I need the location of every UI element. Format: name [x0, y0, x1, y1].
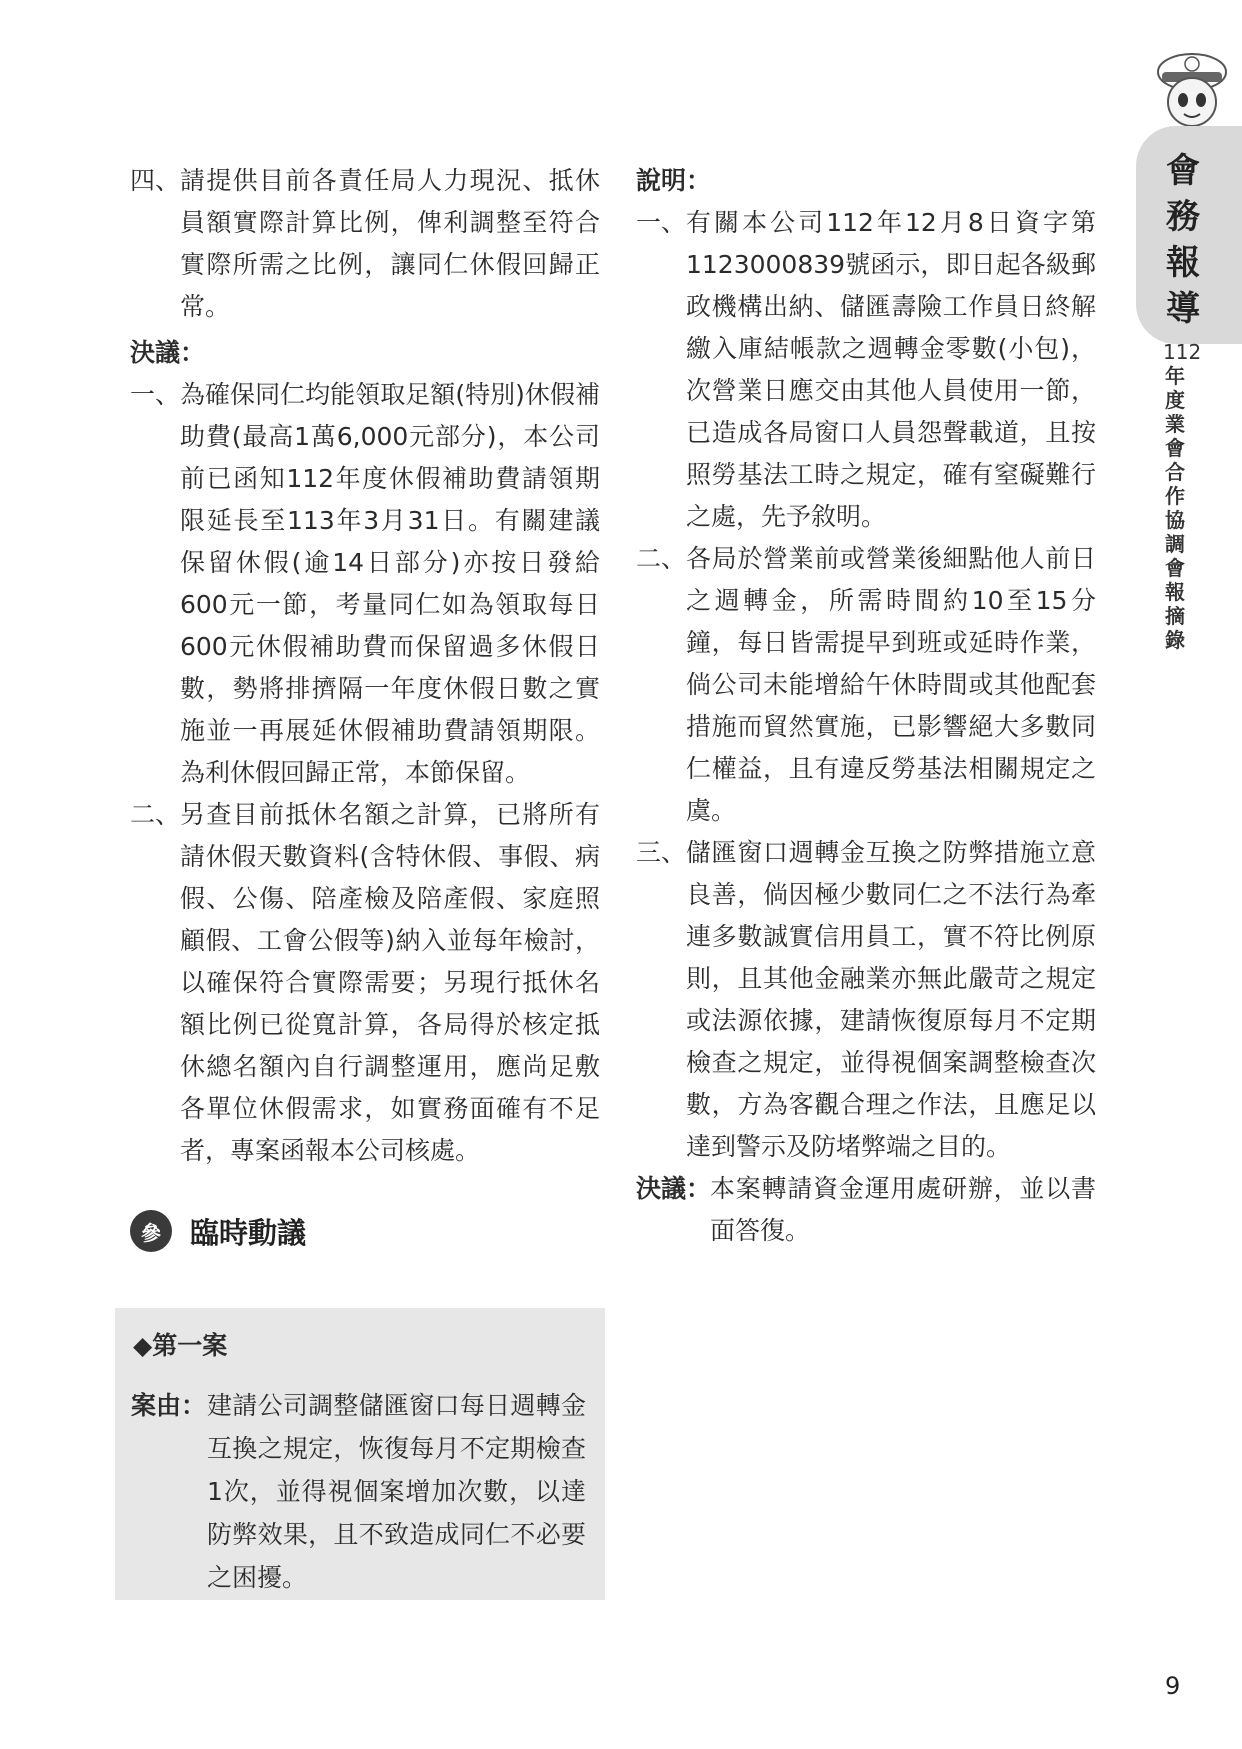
item-number: 二、 — [636, 544, 687, 573]
tab-title: 會務報導 — [1166, 151, 1200, 329]
side-subtitle: 年度業會合作協調會報摘錄 — [1165, 364, 1185, 652]
cause-text: 建請公司調整儲匯窗口每日週轉金互換之規定，恢復每月不定期檢查1次，並得視個案增加次數，以達防弊效果，且不致造成同仁不必要之困擾。 — [207, 1391, 586, 1592]
left-column — [130, 160, 600, 1172]
list-item — [130, 374, 600, 794]
item-number: 二、 — [130, 800, 181, 829]
list-item — [636, 202, 1096, 538]
description-heading: 說明： — [636, 166, 712, 195]
list-item — [130, 160, 600, 328]
item-text: 有關本公司112年12月8日資字第1123000839號函示，即日起各級郵政機構出納、儲匯壽險工作員日終解繳入庫結帳款之週轉金零數(小包)，次營業日應交由其他人員使用一節，已造成各局窗口人員怨聲載道，且按照勞基法工時之規定，確有窒礙難行之處，先予敘明。 — [686, 208, 1096, 531]
case-cause — [131, 1384, 586, 1599]
section-heading — [130, 1210, 306, 1252]
resolution-label: 決議： — [636, 1174, 712, 1203]
item-number: 一、 — [636, 208, 687, 237]
case-box — [115, 1308, 605, 1600]
resolution-heading: 決議： — [130, 338, 206, 367]
list-item — [636, 538, 1096, 832]
resolution — [636, 1168, 1096, 1252]
right-column — [636, 160, 1096, 1252]
item-number: 一、 — [130, 380, 181, 409]
list-item — [130, 794, 600, 1172]
cause-label: 案由： — [131, 1391, 207, 1420]
case-title: ◆第一案 — [133, 1331, 228, 1360]
item-text: 儲匯窗口週轉金互換之防弊措施立意良善，倘因極少數同仁之不法行為牽連多數誠實信用員工，實不符比例原則，且其他金融業亦無此嚴苛之規定或法源依據，建請恢復原每月不定期檢查之規定，並得視個案調整檢查次數，方為客觀合理之作法，且應足以達到警示及防堵弊端之目的。 — [686, 838, 1096, 1161]
section-title: 臨時動議 — [190, 1215, 307, 1250]
resolution-text: 本案轉請資金運用處研辦，並以書面答復。 — [710, 1174, 1096, 1245]
list-item — [636, 832, 1096, 1168]
item-number: 四、 — [130, 166, 181, 195]
item-text: 請提供目前各責任局人力現況、抵休員額實際計算比例，俾利調整至符合實際所需之比例，讓同仁休假回歸正常。 — [180, 166, 600, 321]
item-text: 為確保同仁均能領取足額(特別)休假補助費(最高1萬6,000元部分)，本公司前已函知112年度休假補助費請領期限延長至113年3月31日。有關建議保留休假(逾14日部分)亦按日發給600元一節，考量同仁如為領取每日600元休假補助費而保留過多休假日數，勢將排擠隔一年度休假日數之實施並一再展延休假補助費請領期限。為利休假回歸正常，本節保留。 — [180, 380, 600, 787]
item-text: 各局於營業前或營業後細點他人前日之週轉金，所需時間約10至15分鐘，每日皆需提早到班或延時作業，倘公司未能增給午休時間或其他配套措施而貿然實施，已影響絕大多數同仁權益，且有違反勞基法相關規定之虞。 — [686, 544, 1096, 825]
item-number: 三、 — [636, 838, 687, 867]
page-number: 9 — [1165, 1672, 1181, 1700]
item-text: 另查目前抵休名額之計算，已將所有請休假天數資料(含特休假、事假、病假、公傷、陪產檢及陪產假、家庭照顧假、工會公假等)納入並每年檢討，以確保符合實際需要；另現行抵休名額比例已從寬計算，各局得於核定抵休總名額內自行調整運用，應尚足敷各單位休假需求，如實務面確有不足者，專案函報本公司核處。 — [180, 800, 600, 1165]
side-year: 112 — [1163, 340, 1202, 364]
section-badge: 參 — [130, 1210, 172, 1252]
